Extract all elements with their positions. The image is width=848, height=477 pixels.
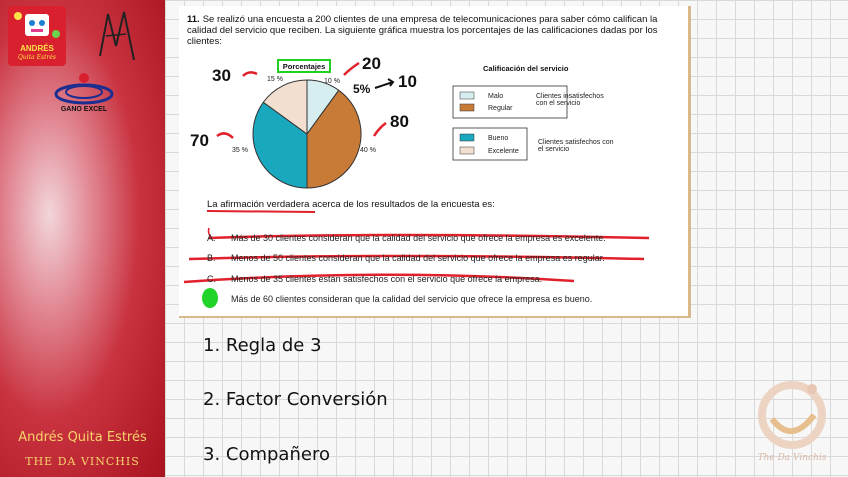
watermark-text: The Da Vinchis (757, 453, 827, 463)
channel-name: Andrés Quita Estrés (18, 430, 147, 445)
arrow-70 (217, 133, 233, 138)
gano-excel-logo (50, 70, 118, 120)
legend-excelente: Excelente (488, 148, 519, 155)
legend-regular: Regular (488, 105, 513, 112)
statement-text: La afirmación verdadera acerca de los resultados de la encuesta es: (207, 199, 495, 210)
legend-bueno: Bueno (488, 135, 509, 142)
method-factor-conversion: 2. Factor Conversión (203, 389, 388, 410)
question-body: Se realizó una encuesta a 200 clientes de una empresa de telecomunicaciones para saber cómo califican la calidad del servicio que reciben. La siguiente gráfica muestra los porcentajes de las calificaciones dadas por los clientes: (187, 14, 658, 47)
option-c-text: Menos de 35 clientes están satisfechos con el servicio que ofrece la empresa. (231, 274, 543, 284)
andres-logo (8, 6, 66, 66)
legend-box-2 (453, 128, 527, 160)
question-number: 11. (187, 14, 200, 25)
legend-swatch-regular (460, 104, 474, 111)
option-c-letter: C. (207, 274, 216, 284)
watermark-logo-icon (752, 375, 832, 453)
davinci-sketch-icon (96, 6, 138, 64)
method-companero: 3. Compañero (203, 444, 330, 465)
annotation-70: 70 (190, 131, 209, 150)
legend-swatch-bueno (460, 134, 474, 141)
da-vinchis-watermark (752, 375, 832, 470)
problem-sheet (179, 6, 691, 318)
pie-title: Porcentajes (282, 62, 326, 71)
pie-slices (253, 80, 361, 188)
legend-insatisfechos: Clientes insatisfechos con el servicio (536, 93, 604, 107)
annotation-80: 80 (390, 112, 409, 131)
arrow-80 (374, 123, 386, 136)
legend-malo: Malo (488, 93, 504, 100)
logo-text-2: Quita Estrés (18, 54, 56, 61)
option-a-letter: A. (207, 233, 216, 243)
statement-underline (207, 211, 315, 212)
legend-swatch-excelente (460, 147, 474, 154)
arrow-30 (243, 72, 257, 76)
gano-swirl-icon (50, 70, 118, 106)
label-bueno: 35 % (232, 147, 248, 154)
robot-icon (8, 6, 66, 46)
annotation-30: 30 (212, 66, 231, 85)
sidebar (0, 0, 165, 477)
legend-title: Calificación del servicio (483, 64, 569, 73)
arrow-20 (344, 63, 359, 75)
arrow-5 (375, 79, 393, 88)
pie-chart (179, 6, 688, 316)
annotation-10: 10 (398, 72, 417, 91)
label-regular: 40 % (360, 147, 376, 154)
gano-text: GANO EXCEL (60, 106, 108, 113)
answer-d-mark (202, 288, 218, 308)
option-d-text: Más de 60 clientes consideran que la calidad del servicio que ofrece la empresa es bueno. (231, 294, 593, 304)
legend-swatch-malo (460, 92, 474, 99)
annotation-5: 5% (353, 82, 371, 96)
label-excelente: 15 % (267, 76, 283, 83)
legend-satisfechos: Clientes satisfechos con el servicio (538, 139, 614, 153)
method-regla-de-3: 1. Regla de 3 (203, 335, 322, 356)
annotation-20: 20 (362, 54, 381, 73)
channel-subtitle: THE DA VINCHIS (25, 455, 140, 468)
label-malo: 10 % (324, 78, 340, 85)
option-b-text: Menos de 50 clientes consideran que la calidad del servicio que ofrece la empresa es regular. (231, 253, 605, 263)
logo-text-1: ANDRÉS (20, 44, 54, 53)
option-b-letter: B. (207, 253, 216, 263)
option-a-text: Más de 30 clientes consideran que la calidad del servicio que ofrece la empresa es excelente. (231, 233, 606, 243)
